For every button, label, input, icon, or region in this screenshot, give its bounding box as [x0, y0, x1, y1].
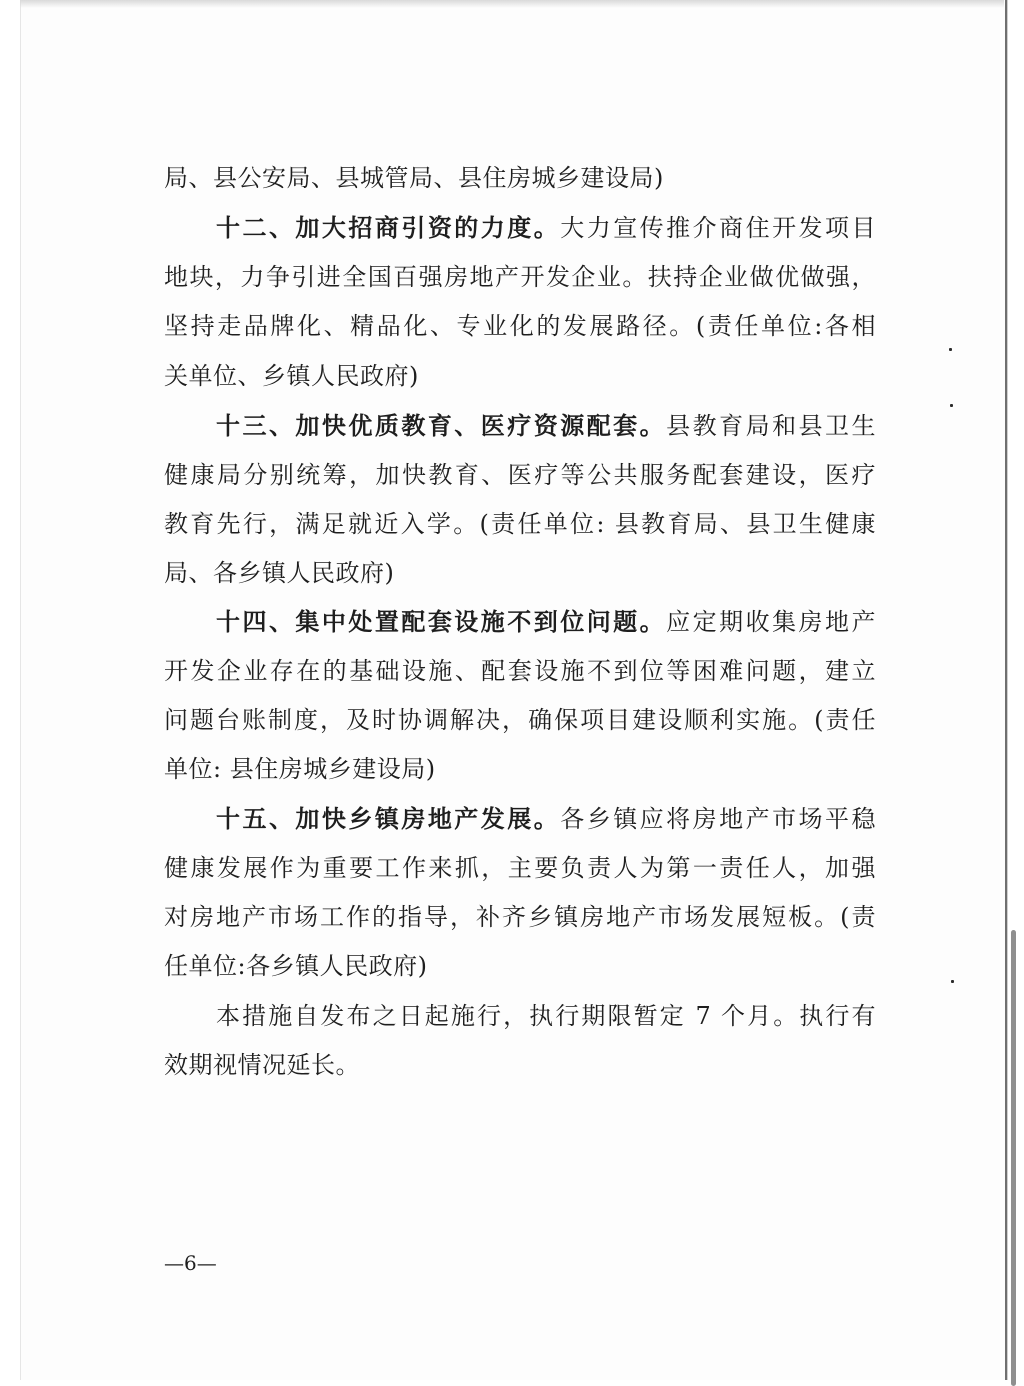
- text-line: [164, 455, 876, 495]
- scrollbar-thumb[interactable]: [1011, 930, 1016, 1386]
- text-line: [164, 946, 876, 986]
- line-text: 健康发展作为重要工作来抓，主要负责人为第一责任人，加强: [164, 854, 876, 882]
- text-line: [164, 897, 876, 937]
- text-line: [164, 356, 876, 396]
- line-text: 本措施自发布之日起施行，执行期限暂定 7 个月。执行有: [216, 1002, 876, 1030]
- section-heading: 十五、加快乡镇房地产发展。: [216, 805, 561, 833]
- scan-speck: [951, 980, 954, 983]
- line-text: 县教育局和县卫生: [666, 412, 877, 440]
- text-line: [164, 1045, 876, 1085]
- section-12-line: [216, 208, 876, 248]
- line-text: 问题台账制度，及时协调解决，确保项目建设顺利实施。(责任: [164, 706, 876, 734]
- closing-line: [216, 996, 876, 1036]
- text-line: [164, 848, 876, 888]
- section-13-line: [216, 406, 876, 446]
- text-line: [164, 306, 876, 346]
- line-text: 单位: 县住房城乡建设局): [164, 755, 436, 783]
- line-text: 教育先行，满足就近入学。(责任单位: 县教育局、县卫生健康: [164, 510, 876, 538]
- page-top-shadow: [20, 0, 1004, 8]
- line-text: 关单位、乡镇人民政府): [164, 362, 419, 390]
- section-heading: 十二、加大招商引资的力度。: [216, 214, 561, 242]
- text-line: [164, 158, 876, 198]
- line-text: 效期视情况延长。: [164, 1051, 360, 1079]
- line-text: 开发企业存在的基础设施、配套设施不到位等困难问题，建立: [164, 657, 876, 685]
- line-text: 局、各乡镇人民政府): [164, 559, 395, 587]
- text-line: [164, 553, 876, 593]
- section-14-line: [216, 602, 876, 642]
- text-line: [164, 749, 876, 789]
- line-text: 局、县公安局、县城管局、县住房城乡建设局): [164, 164, 664, 192]
- line-text: 任单位:各乡镇人民政府): [164, 952, 428, 980]
- page-number: —6—: [164, 1251, 217, 1275]
- text-line: [164, 700, 876, 740]
- scan-speck: [950, 404, 953, 407]
- line-text: 大力宣传推介商住开发项目: [560, 214, 877, 242]
- text-line: [164, 504, 876, 544]
- text-line: [164, 257, 876, 297]
- line-text: 健康局分别统筹，加快教育、医疗等公共服务配套建设，医疗: [164, 461, 876, 489]
- line-text: 应定期收集房地产: [666, 608, 877, 636]
- section-heading: 十四、集中处置配套设施不到位问题。: [216, 608, 667, 636]
- line-text: 坚持走品牌化、精品化、专业化的发展路径。(责任单位:各相: [164, 312, 876, 340]
- section-15-line: [216, 799, 876, 839]
- section-heading: 十三、加快优质教育、医疗资源配套。: [216, 412, 667, 440]
- scan-speck: [949, 348, 952, 351]
- line-text: 各乡镇应将房地产市场平稳: [560, 805, 877, 833]
- line-text: 对房地产市场工作的指导，补齐乡镇房地产市场发展短板。(责: [164, 903, 876, 931]
- text-line: [164, 651, 876, 691]
- line-text: 地块，力争引进全国百强房地产开发企业。扶持企业做优做强，: [164, 263, 876, 291]
